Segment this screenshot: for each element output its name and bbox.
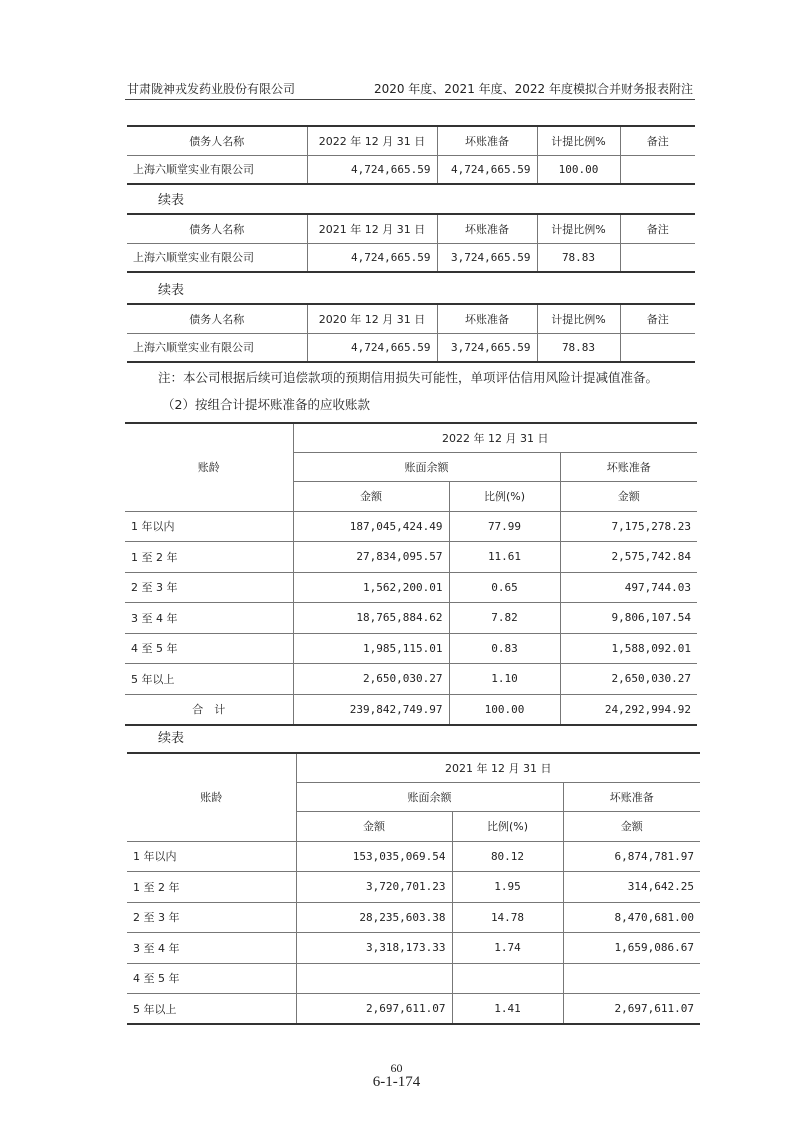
column-header: 债务人名称 [127, 304, 307, 333]
table-cell: 2 至 3 年 [127, 902, 296, 933]
column-header: 坏账准备 [437, 126, 537, 155]
column-header: 2022 年 12 月 31 日 [307, 126, 437, 155]
table-cell: 3,720,701.23 [296, 872, 452, 903]
table-cell: 4,724,665.59 [307, 333, 437, 362]
document-page-number: 6-1-174 [372, 1074, 421, 1090]
table-cell: 18,765,884.62 [293, 603, 449, 634]
continued-caption: 续表 [158, 193, 185, 208]
column-header: 备注 [620, 126, 695, 155]
table-row [127, 155, 695, 184]
table-cell [620, 243, 695, 272]
table-cell: 14.78 [452, 902, 563, 933]
table-row [127, 872, 700, 903]
table-cell: 100.00 [537, 155, 620, 184]
column-header: 2021 年 12 月 31 日 [307, 214, 437, 243]
table-cell: 1 至 2 年 [127, 872, 296, 903]
table-cell: 2,697,611.07 [296, 994, 452, 1025]
section-title: （2）按组合计提坏账准备的应收账款 [162, 397, 370, 412]
table-cell: 6,874,781.97 [563, 841, 700, 872]
table-row [125, 542, 697, 573]
column-header: 坏账准备 [437, 304, 537, 333]
table-row [127, 963, 700, 994]
table-cell: 5 年以上 [125, 664, 293, 695]
table-cell: 上海六顺堂实业有限公司 [127, 155, 307, 184]
table-cell: 4,724,665.59 [307, 243, 437, 272]
table-cell [620, 155, 695, 184]
table-cell: 3,318,173.33 [296, 933, 452, 964]
table-row [125, 633, 697, 664]
table-cell: 27,834,095.57 [293, 542, 449, 573]
table-cell: 9,806,107.54 [560, 603, 697, 634]
table-cell: 1.74 [452, 933, 563, 964]
company-name: 甘肃陇神戎发药业股份有限公司 [127, 82, 296, 96]
note-text: 注：本公司根据后续可追偿款项的预期信用损失可能性，单项评估信用风险计提减值准备。 [158, 370, 659, 385]
table-cell: 2,575,742.84 [560, 542, 697, 573]
date-header: 2022 年 12 月 31 日 [293, 423, 697, 452]
table-cell: 1.41 [452, 994, 563, 1025]
table-header-row [127, 304, 695, 333]
table-cell: 153,035,069.54 [296, 841, 452, 872]
table-row [127, 902, 700, 933]
bad-debt-individual-table [127, 125, 695, 185]
bad-debt-header: 坏账准备 [563, 782, 700, 811]
column-header: 坏账准备 [437, 214, 537, 243]
table-cell: 4 至 5 年 [125, 633, 293, 664]
table-cell: 78.83 [537, 243, 620, 272]
table-cell: 11.61 [449, 542, 560, 573]
table-cell [296, 963, 452, 994]
table-cell: 28,235,603.38 [296, 902, 452, 933]
aging-analysis-table [125, 422, 697, 726]
table-cell: 100.00 [449, 694, 560, 725]
table-row [125, 603, 697, 634]
bad-debt-individual-table [127, 213, 695, 273]
table-cell: 7,175,278.23 [560, 511, 697, 542]
table-row [125, 572, 697, 603]
column-header: 计提比例% [537, 214, 620, 243]
table-cell: 1,588,092.01 [560, 633, 697, 664]
aging-analysis-table [127, 752, 700, 1025]
table-cell: 4,724,665.59 [437, 155, 537, 184]
table-cell [563, 963, 700, 994]
sub-header: 金额 [563, 811, 700, 841]
aging-header: 账龄 [125, 423, 293, 511]
table-cell: 1 年以内 [127, 841, 296, 872]
table-cell: 78.83 [537, 333, 620, 362]
table-cell: 1,562,200.01 [293, 572, 449, 603]
table-header-row [125, 423, 697, 452]
table-header-row [127, 214, 695, 243]
total-row [125, 694, 697, 725]
column-header: 2020 年 12 月 31 日 [307, 304, 437, 333]
table-cell: 0.83 [449, 633, 560, 664]
sub-header: 比例(%) [449, 481, 560, 511]
sub-header: 比例(%) [452, 811, 563, 841]
sub-header: 金额 [293, 481, 449, 511]
table-cell: 1,985,115.01 [293, 633, 449, 664]
table-cell [452, 963, 563, 994]
table-cell: 5 年以上 [127, 994, 296, 1025]
book-balance-header: 账面余额 [293, 452, 560, 481]
table-row [127, 333, 695, 362]
table-cell: 1 至 2 年 [125, 542, 293, 573]
table-cell: 0.65 [449, 572, 560, 603]
column-header: 计提比例% [537, 126, 620, 155]
table-row [127, 841, 700, 872]
column-header: 债务人名称 [127, 214, 307, 243]
table-cell: 2 至 3 年 [125, 572, 293, 603]
bad-debt-header: 坏账准备 [560, 452, 697, 481]
column-header: 计提比例% [537, 304, 620, 333]
table-cell: 合 计 [125, 694, 293, 725]
bad-debt-individual-table [127, 303, 695, 363]
sub-header: 金额 [560, 481, 697, 511]
table-cell: 1.10 [449, 664, 560, 695]
table-row [125, 511, 697, 542]
table-cell: 7.82 [449, 603, 560, 634]
page-number: 60 [390, 1061, 403, 1075]
table-cell: 187,045,424.49 [293, 511, 449, 542]
table-cell: 3 至 4 年 [125, 603, 293, 634]
continued-caption: 续表 [158, 283, 185, 298]
continued-caption: 续表 [158, 731, 185, 746]
table-cell: 8,470,681.00 [563, 902, 700, 933]
table-row [127, 243, 695, 272]
table-cell: 上海六顺堂实业有限公司 [127, 243, 307, 272]
table-row [125, 664, 697, 695]
table-cell: 3,724,665.59 [437, 333, 537, 362]
table-cell: 3,724,665.59 [437, 243, 537, 272]
table-cell: 2,697,611.07 [563, 994, 700, 1025]
column-header: 备注 [620, 304, 695, 333]
table-cell: 1,659,086.67 [563, 933, 700, 964]
table-cell: 497,744.03 [560, 572, 697, 603]
date-header: 2021 年 12 月 31 日 [296, 753, 700, 782]
book-balance-header: 账面余额 [296, 782, 563, 811]
table-cell: 1 年以内 [125, 511, 293, 542]
table-cell: 80.12 [452, 841, 563, 872]
table-row [127, 933, 700, 964]
table-cell: 24,292,994.92 [560, 694, 697, 725]
table-cell: 1.95 [452, 872, 563, 903]
table-cell: 4,724,665.59 [307, 155, 437, 184]
table-cell: 2,650,030.27 [560, 664, 697, 695]
report-title: 2020 年度、2021 年度、2022 年度模拟合并财务报表附注 [373, 82, 693, 96]
header-rule [125, 99, 695, 100]
table-cell: 239,842,749.97 [293, 694, 449, 725]
table-row [127, 994, 700, 1025]
table-cell [620, 333, 695, 362]
table-cell: 314,642.25 [563, 872, 700, 903]
column-header: 债务人名称 [127, 126, 307, 155]
table-header-row [127, 753, 700, 782]
sub-header: 金额 [296, 811, 452, 841]
table-cell: 77.99 [449, 511, 560, 542]
table-cell: 2,650,030.27 [293, 664, 449, 695]
table-cell: 4 至 5 年 [127, 963, 296, 994]
table-cell: 上海六顺堂实业有限公司 [127, 333, 307, 362]
aging-header: 账龄 [127, 753, 296, 841]
table-header-row [127, 126, 695, 155]
table-cell: 3 至 4 年 [127, 933, 296, 964]
column-header: 备注 [620, 214, 695, 243]
